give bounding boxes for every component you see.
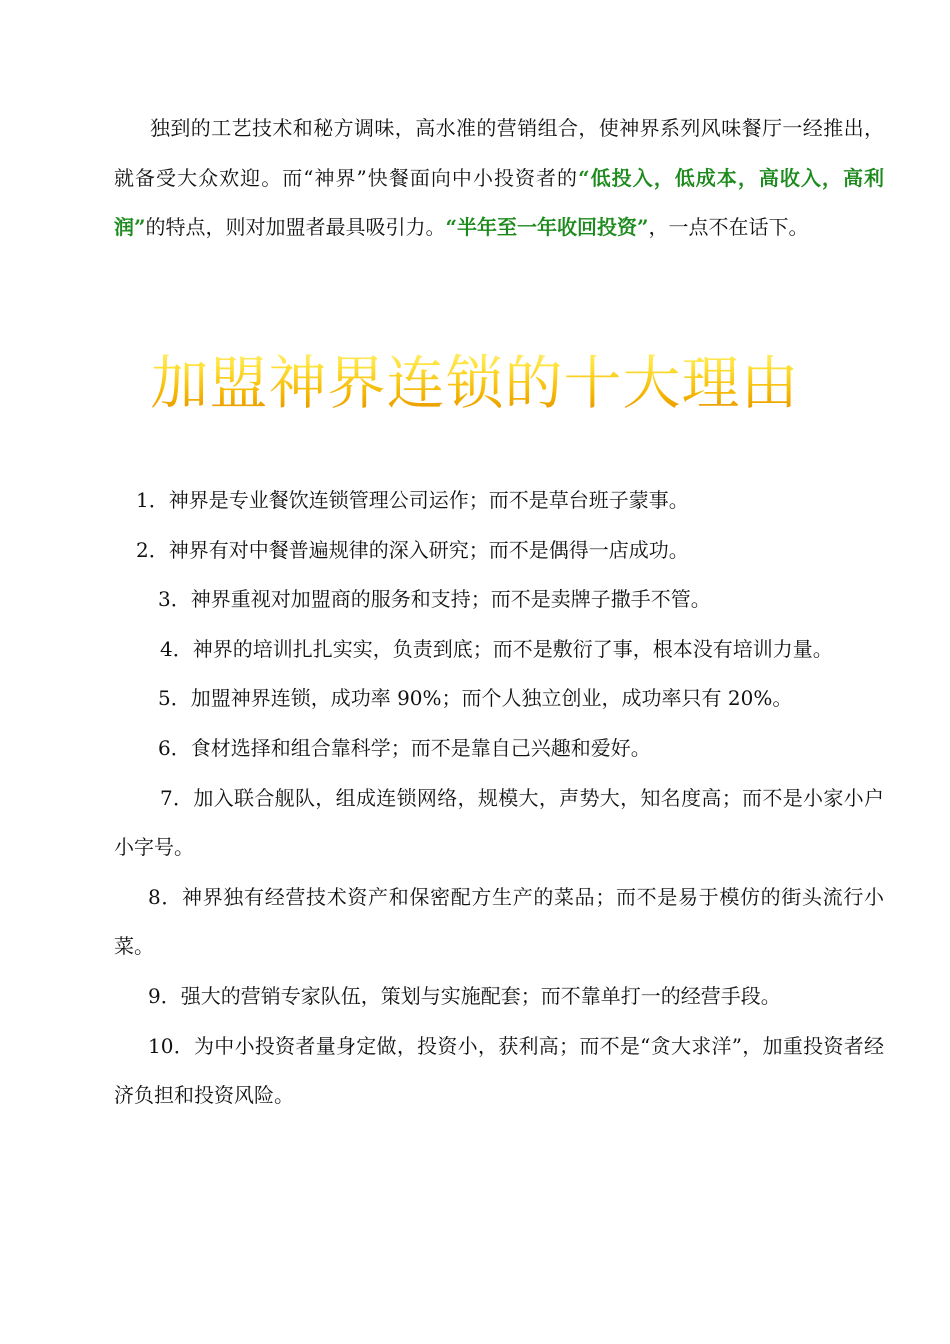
reason-item-8: 8．神界独有经营技术资产和保密配方生产的菜品；而不是易于模仿的街头流行小菜。 xyxy=(114,884,884,959)
intro-text-3: ，一点不在话下。 xyxy=(648,215,809,239)
reason-item-10: 10．为中小投资者量身定做，投资小，获利高；而不是“贪大求洋”，加重投资者经济负担和投资风险。 xyxy=(114,1033,884,1108)
intro-highlight-1: “低投入，低成本，高收入，高利润” xyxy=(114,165,884,239)
page-title: 加盟神界连锁的十大理由 xyxy=(0,336,950,420)
reason-item-7: 7．加入联合舰队，组成连锁网络，规模大，声势大，知名度高；而不是小家小户小字号。 xyxy=(114,785,884,860)
reason-item-2: 2．神界有对中餐普遍规律的深入研究；而不是偶得一店成功。 xyxy=(136,537,689,562)
reasons-list xyxy=(114,476,884,1121)
intro-text-1: 独到的工艺技术和秘方调味，高水准的营销组合，使神界系列风味餐厅一经推出，就备受大众欢迎。而“神界”快餐面向中小投资者的 xyxy=(114,116,884,190)
reason-item-5: 5．加盟神界连锁，成功率 90%；而个人独立创业，成功率只有 20%。 xyxy=(158,686,793,711)
reason-item-4: 4．神界的培训扎扎实实，负责到底；而不是敷衍了事，根本没有培训力量。 xyxy=(160,636,833,661)
reason-item-1: 1．神界是专业餐饮连锁管理公司运作；而不是草台班子蒙事。 xyxy=(136,488,689,512)
intro-text-2: 的特点，则对加盟者最具吸引力。 xyxy=(145,215,446,239)
reason-item-6: 6．食材选择和组合靠科学；而不是靠自己兴趣和爱好。 xyxy=(158,735,651,760)
reason-item-9: 9．强大的营销专家队伍，策划与实施配套；而不靠单打一的经营手段。 xyxy=(148,983,781,1008)
intro-paragraph xyxy=(114,104,884,253)
reason-item-3: 3．神界重视对加盟商的服务和支持；而不是卖牌子撒手不管。 xyxy=(158,587,711,612)
intro-highlight-2: “半年至一年收回投资” xyxy=(445,215,649,239)
